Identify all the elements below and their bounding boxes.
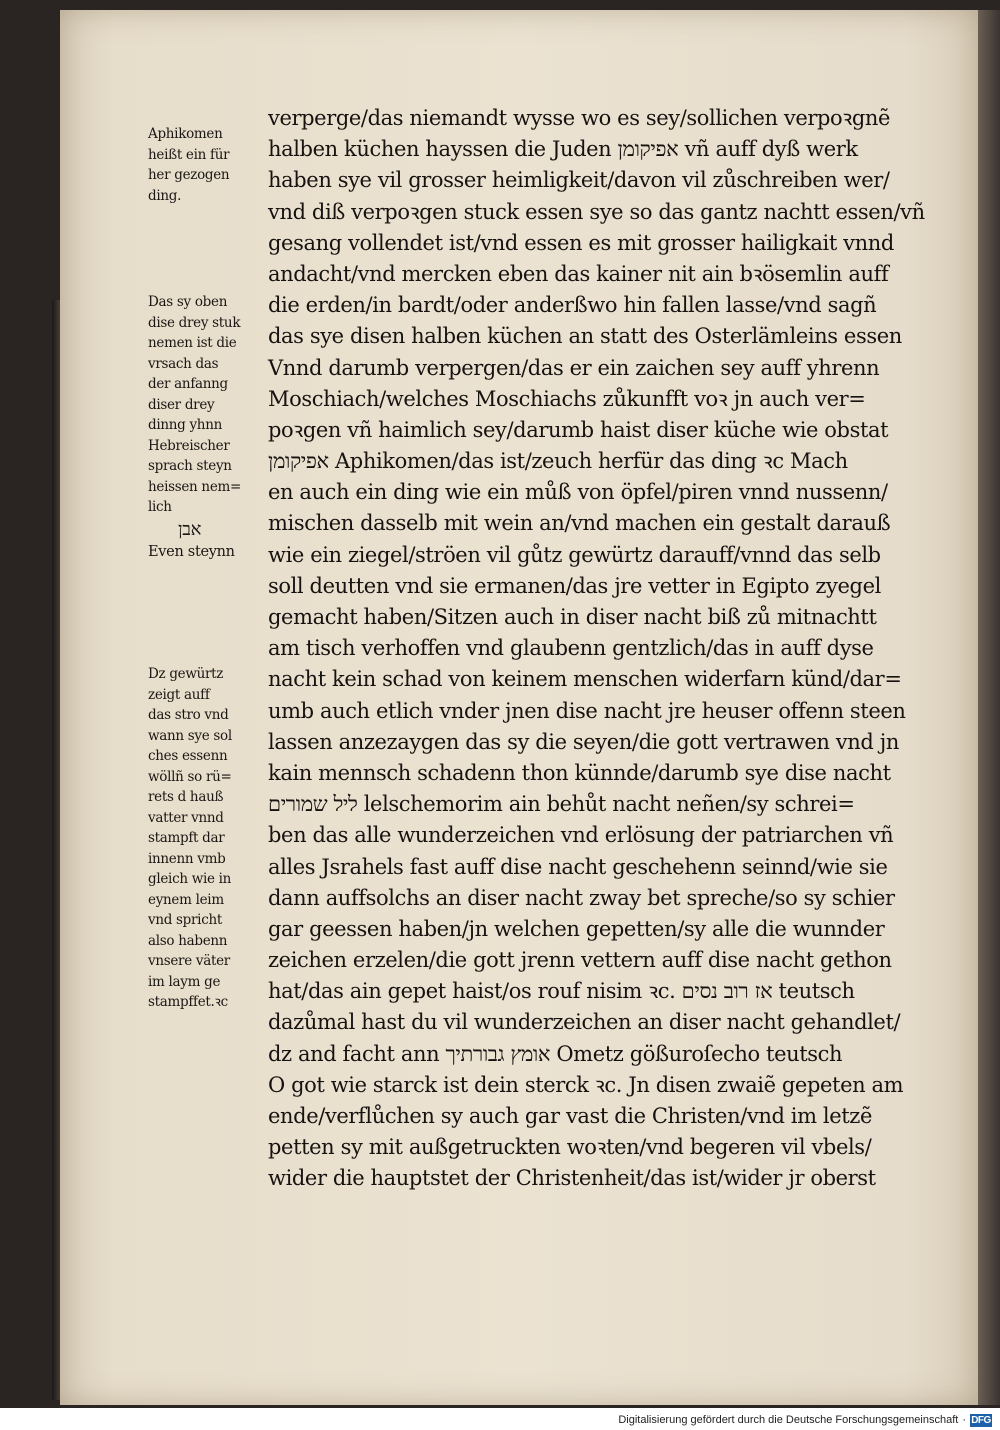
gloss-line: Aphikomen: [148, 126, 223, 142]
gloss-line: rets d hauß: [148, 789, 224, 805]
margin-gloss-drey-stuk: [148, 292, 268, 562]
text-line: gar geessen haben/jn welchen gepetten/sy alle die wunnder: [268, 916, 885, 941]
gloss-line: das stro vnd: [148, 707, 229, 723]
gloss-line: stampft dar: [148, 830, 225, 846]
gloss-translation: Even steynn: [148, 543, 235, 560]
text-line: die erden/in bardt/oder anderßwo hin fallen lasse/vnd sagñ: [268, 293, 877, 318]
gloss-line: vnd spricht: [148, 912, 222, 928]
text-line: kain mennsch schadenn thon künnde/darumb sye dise nacht: [268, 760, 891, 785]
text-line: zeichen erzelen/die gott jrenn vettern auff dise nacht gethon: [268, 948, 892, 973]
margin-gloss-gewuertz: [148, 664, 268, 1013]
gloss-line: wann sye sol: [148, 727, 232, 744]
dfg-logo: DFG: [971, 1414, 991, 1426]
text-line: Vnnd darumb verpergen/das er ein zaichen sey auff yhrenn: [268, 355, 880, 380]
gloss-line: zeigt auff: [148, 686, 210, 703]
text-line: das sye disen halben küchen an statt des Osterlämleins essen: [268, 324, 902, 349]
text-line: halben küchen hayssen die Juden אפיקומן vñ auff dyß werk: [268, 137, 858, 162]
gloss-line: der anfanng: [148, 376, 228, 392]
text-line: Moschiach/welches Moschiachs zůkunfft voꝛ jn auch ver=: [268, 386, 866, 411]
text-line: wider die hauptstet der Christenheit/das ist/wider jr oberst: [268, 1166, 876, 1191]
text-line: dz and facht ann אומץ גבורתיך Ometz gößuroſecho teutsch: [268, 1041, 843, 1066]
gloss-line: vnsere väter: [148, 953, 230, 969]
text-line: wie ein ziegel/ströen vil gůtz gewürtz darauff/vnnd das selb: [268, 542, 881, 567]
text-line: soll deutten vnd sie ermanen/das jre vetter in Egipto zyegel: [268, 573, 881, 598]
gloss-line: vatter vnnd: [148, 809, 224, 826]
gloss-line: Hebreischer: [148, 437, 230, 454]
gloss-line: ches essenn: [148, 748, 228, 764]
text-line: en auch ein ding wie ein můß von öpfel/piren vnnd nussenn/: [268, 480, 888, 505]
text-line: gesang vollendet ist/vnd essen es mit grosser hailigkait vnnd: [268, 230, 894, 255]
footer: [618, 1411, 992, 1429]
gloss-line: nemen ist die: [148, 335, 237, 351]
gloss-line: dise drey stuk: [148, 314, 241, 331]
margin-gloss-aphikomen: [148, 124, 268, 206]
text-line: verperge/das niemandt wysse wo es sey/sollichen verpoꝛgnẽ: [268, 106, 891, 130]
text-line: umb auch etlich vnder jnen dise nacht jre heuser offenn steen: [268, 698, 906, 723]
gloss-line: her gezogen: [148, 167, 230, 183]
gloss-line: vrsach das: [148, 355, 219, 372]
gloss-hebrew-word: אבן: [178, 518, 202, 540]
text-line: lassen anzezaygen das sy die seyen/die gott vertrawen vnd jn: [268, 729, 899, 754]
text-line: mischen dasselb mit wein an/vnd machen ein gestalt darauß: [268, 511, 891, 536]
text-line: O got wie starck ist dein sterck ꝛc. Jn disen zwaiẽ gepeten am: [268, 1072, 904, 1097]
gloss-line: im laym ge: [148, 973, 221, 990]
text-line: dazůmal hast du vil wunderzeichen an diser nacht gehandlet/: [268, 1010, 901, 1035]
gloss-line: diser drey: [148, 396, 215, 413]
gloss-line: wöllñ so rü=: [148, 768, 232, 785]
text-line: haben sye vil grosser heimligkeit/davon vil zůschreiben wer/: [268, 168, 890, 193]
gloss-line: sprach steyn: [148, 458, 232, 474]
gloss-line: lich: [148, 499, 172, 515]
gloss-line: gleich wie in: [148, 871, 232, 887]
gloss-line: also habenn: [148, 932, 228, 949]
text-line: am tisch verhoffen vnd glaubenn gentzlich/das in auff dyse: [268, 636, 874, 661]
gloss-line: Dz gewürtz: [148, 666, 224, 682]
text-line: alles Jsrahels fast auff dise nacht geschehenn seinnd/wie sie: [268, 854, 888, 879]
text-line: petten sy mit außgetruckten woꝛten/vnd begeren vil vbels/: [268, 1135, 872, 1160]
text-line: hat/das ain gepet haist/os rouf nisim ꝛc. אז רוב נסים teutsch: [268, 979, 855, 1004]
text-line: אפיקומן Aphikomen/das ist/zeuch herfür das ding ꝛc Mach: [268, 449, 848, 474]
text-line: vnd diß verpoꝛgen stuck essen sye so das gantz nachtt essen/vñ: [268, 199, 925, 224]
gloss-line: eynem leim: [148, 891, 224, 908]
gloss-line: ding.: [148, 187, 182, 204]
gloss-line: heissen nem=: [148, 478, 242, 495]
gloss-line: innenn vmb: [148, 850, 226, 867]
text-line: dann auffsolchs an diser nacht zway bet spreche/so sy schier: [268, 885, 895, 910]
gloss-line: stampffet.ꝛc: [148, 994, 228, 1010]
text-line: andacht/vnd mercken eben das kainer nit ain bꝛösemlin auff: [268, 261, 889, 286]
footer-credit-text: Digitalisierung gefördert durch die Deutsche Forschungsgemeinschaft: [618, 1414, 959, 1426]
page-edge-shadow: [978, 10, 1000, 1405]
text-line: nacht kein schad von keinem menschen widerfarn künd/dar=: [268, 667, 902, 692]
main-text-block: [268, 103, 968, 1195]
footer-separator: ·: [962, 1414, 966, 1426]
text-line: ליל שמורים lelschemorim ain behůt nacht neñen/sy schrei=: [268, 792, 855, 817]
text-line: gemacht haben/Sitzen auch in diser nacht biß zů mitnachtt: [268, 605, 877, 629]
gloss-line: dinng yhnn: [148, 417, 222, 433]
text-line: ben das alle wunderzeichen vnd erlösung der patriarchen vñ: [268, 823, 894, 848]
text-line: ende/verflůchen sy auch gar vast die Christen/vnd im letzẽ: [268, 1104, 872, 1128]
gloss-line: Das sy oben: [148, 294, 228, 310]
text-line: poꝛgen vñ haimlich sey/darumb haist diser küche wie obstat: [268, 417, 889, 442]
gloss-line: heißt ein für: [148, 146, 230, 163]
